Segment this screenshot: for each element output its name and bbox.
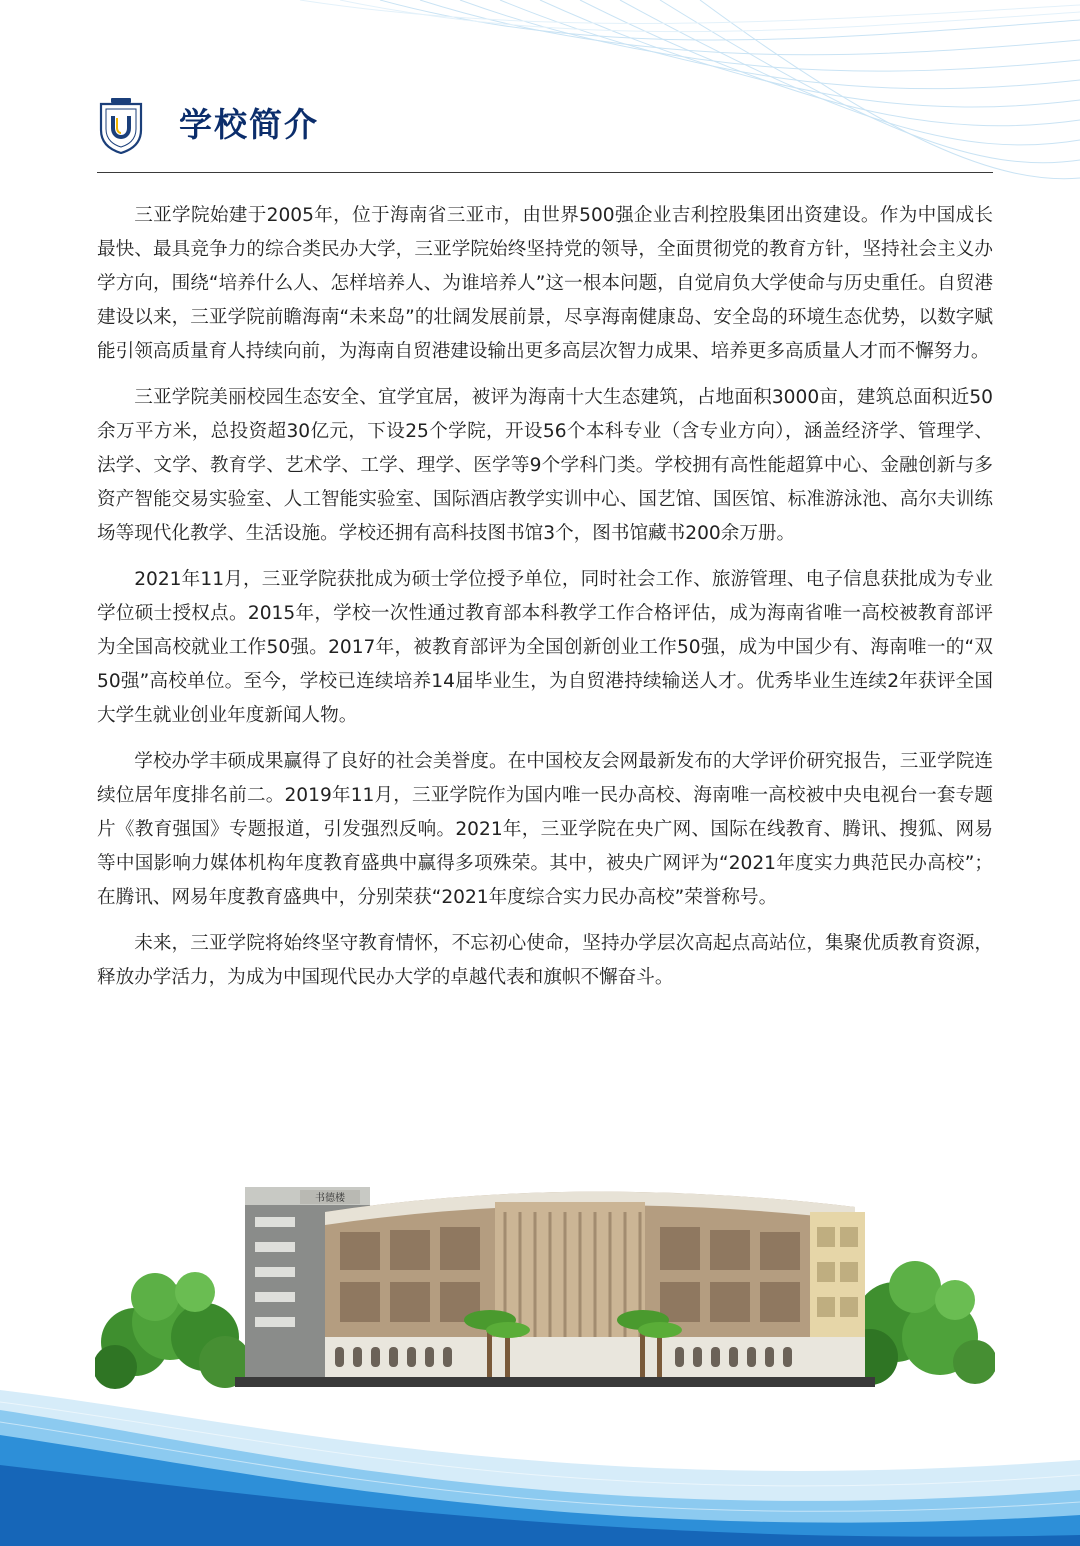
paragraph-future: 未来，三亚学院将始终坚守教育情怀，不忘初心使命，坚持办学层次高起点高站位，集聚优质教育资源，释放办学活力，为成为中国现代民办大学的卓越代表和旗帜不懈奋斗。 [97,933,993,988]
university-logo-icon [97,96,145,154]
campus-building-illustration-icon [95,1172,995,1392]
paragraph-achievements: 2021年11月，三亚学院获批成为硕士学位授予单位，同时社会工作、旅游管理、电子信息获批成为专业学位硕士授权点。2015年，学校一次性通过教育部本科教学工作合格评估，成为海南省唯一高校被教育部评为全国高校就业工作50强。2017年，被教育部评为全国创新创业工作50强，成为中国少有、海南唯一的“双50强”高校单位。至今，学校已连续培养14届毕业生，为自贸港持续输送人才。优秀毕业生连续2年获评全国大学生就业创业年度新闻人物。 [97,569,993,726]
page-title: 学校简介 [179,105,319,144]
page-header [97,92,993,172]
header-divider [97,172,993,173]
building-sign: 书德楼 [315,1193,345,1204]
bottom-wave-decoration [0,1380,1080,1546]
intro-content [97,199,993,1007]
left-trees-icon [95,1272,251,1389]
paragraph-founding: 三亚学院始建于2005年，位于海南省三亚市，由世界500强企业吉利控股集团出资建设。作为中国成长最快、最具竞争力的综合类民办大学，三亚学院始终坚持党的领导，全面贯彻党的教育方针，坚持社会主义办学方向，围绕“培养什么人、怎样培养人、为谁培养人”这一根本问题，自觉肩负大学使命与历史重任。自贸港建设以来，三亚学院前瞻海南“未来岛”的壮阔发展前景，尽享海南健康岛、安全岛的环境生态优势，以数字赋能引领高质量育人持续向前，为海南自贸港建设输出更多高层次智力成果、培养更多高质量人才而不懈努力。 [97,205,993,362]
paragraph-reputation: 学校办学丰硕成果赢得了良好的社会美誉度。在中国校友会网最新发布的大学评价研究报告，三亚学院连续位居年度排名前二。2019年11月，三亚学院作为国内唯一民办高校、海南唯一高校被中央电视台一套专题片《教育强国》专题报道，引发强烈反响。2021年，三亚学院在央广网、国际在线教育、腾讯、搜狐、网易等中国影响力媒体机构年度教育盛典中赢得多项殊荣。其中，被央广网评为“2021年度实力典范民办高校”；在腾讯、网易年度教育盛典中，分别荣获“2021年度综合实力民办高校”荣誉称号。 [97,751,993,908]
paragraph-campus: 三亚学院美丽校园生态安全、宜学宜居，被评为海南十大生态建筑，占地面积3000亩，建筑总面积近50余万平方米，总投资超30亿元，下设25个学院，开设56个本科专业（含专业方向），涵盖经济学、管理学、法学、文学、教育学、艺术学、工学、理学、医学等9个学科门类。学校拥有高性能超算中心、金融创新与多资产智能交易实验室、人工智能实验室、国际酒店教学实训中心、国艺馆、国医馆、标准游泳池、高尔夫训练场等现代化教学、生活设施。学校还拥有高科技图书馆3个，图书馆藏书200余万册。 [97,387,993,544]
